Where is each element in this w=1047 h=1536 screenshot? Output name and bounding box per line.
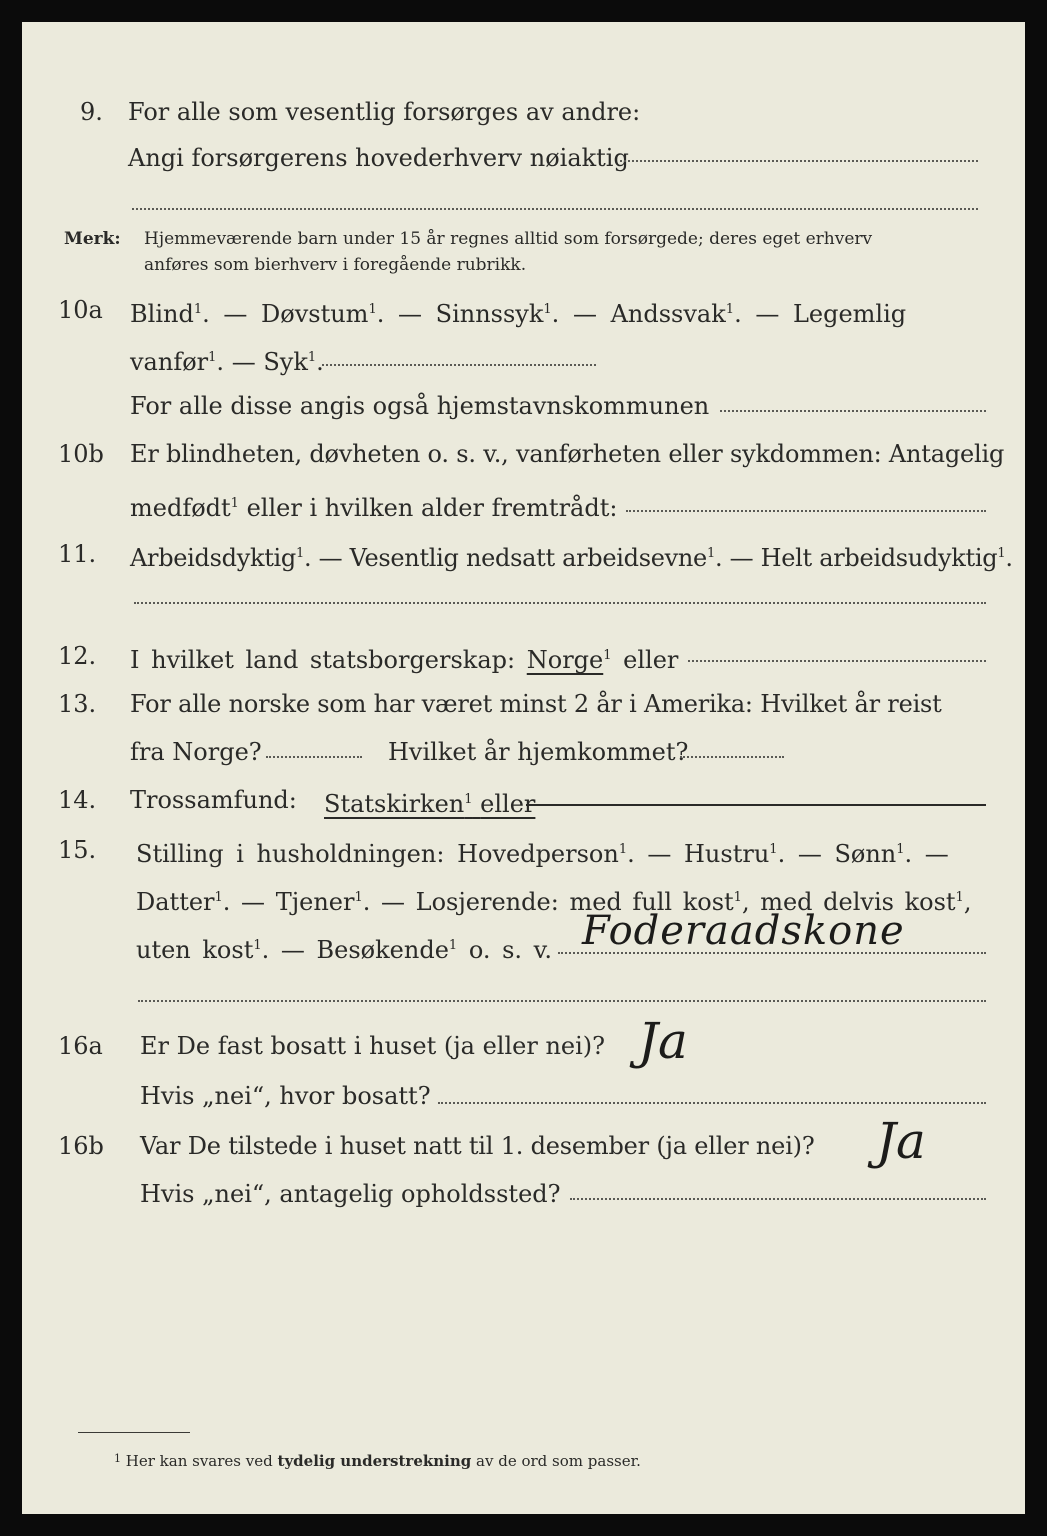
q10a-syk-dotted-line [322,364,596,366]
footnote-rule [78,1432,190,1433]
option-datter: Datter [136,888,215,916]
option-tjener: Tjener [275,888,355,916]
q15-line1: Stilling i husholdningen: Hovedperson$^1$. — Hustru$^1$. — Sønn$^1$. — [136,840,949,868]
q10a-line3: For alle disse angis også hjemstavnskommunen [130,392,710,420]
option-sonn: Sønn [834,840,897,868]
option-arbeidsdyktig: Arbeidsdyktig [130,544,296,572]
q15-number: 15. [58,836,97,864]
q16a-handwritten-answer: Ja [638,1012,688,1070]
option-syk: Syk [263,348,308,376]
q14-answer-line [526,804,986,806]
q10b-number: 10b [58,440,104,468]
option-dovstum: Døvstum [261,300,369,328]
option-uten-kost: uten kost [136,936,254,964]
q10b-line1: Er blindheten, døvheten o. s. v., vanførheten eller sykdommen: Antagelig [130,440,1005,468]
option-vanfor: vanfør [130,348,209,376]
option-udyktig: Helt arbeidsudyktig [760,544,998,572]
q14-options [324,784,535,820]
q13-hjemkommet: Hvilket år hjemkommet? [388,738,689,766]
option-blind: Blind [130,300,194,328]
q15-line2: Datter$^1$. — Tjener$^1$. — Losjerende: med full kost$^1$, med delvis kost$^1$, [136,888,972,916]
q10a-line1: Blind$^1$. — Døvstum$^1$. — Sinnssyk$^1$. — Andssvak$^1$. — Legemlig [130,300,907,328]
q10b-dotted-line [626,510,986,512]
q15-handwritten-answer: Foderaadskone [582,908,905,954]
merk-line1: Hjemmeværende barn under 15 år regnes alltid som forsørgede; deres eget erhverv [144,229,873,249]
q13-number: 13. [58,690,97,718]
q9-dotted-line-2 [132,208,978,210]
q16a-dotted-line [438,1102,986,1104]
q16b-handwritten-answer: Ja [876,1112,926,1170]
q13-hjem-dotted-line [680,756,784,758]
option-delvis-kost: med delvis kost [760,888,956,916]
q9-dotted-line [620,160,978,162]
q16b-dotted-line [570,1198,986,1200]
q14-number: 14. [58,786,97,814]
q16a-line2: Hvis „nei“, hvor bosatt? [140,1082,431,1110]
q10b-line2: medfødt$^1$ eller i hvilken alder fremtrådt: [130,494,618,522]
q10a-number: 10a [58,296,103,324]
q10a-hjemstavn-dotted-line [720,410,986,412]
q16b-line2: Hvis „nei“, antagelig opholdssted? [140,1180,561,1208]
q16a-number: 16a [58,1032,103,1060]
option-besokende: Besøkende [316,936,449,964]
option-full-kost: med full kost [569,888,734,916]
option-legemlig: Legemlig [792,300,907,328]
option-hustru: Hustru [684,840,770,868]
option-hovedperson: Hovedperson [457,840,619,868]
q16b-number: 16b [58,1132,104,1160]
q13-fra-dotted-line [266,756,362,758]
census-form-page [22,22,1025,1514]
q9-number: 9. [80,98,103,126]
q13-line1: For alle norske som har været minst 2 år i Amerika: Hvilket år reist [130,690,942,718]
q13-fra-norge: fra Norge? [130,738,262,766]
q9-line2: Angi forsørgerens hovederhverv nøiaktig [128,144,629,172]
option-norge-underlined: Norge [526,646,604,674]
option-nedsatt: Vesentlig nedsatt arbeidsevne [349,544,707,572]
option-sinnssyk: Sinnssyk [435,300,544,328]
q16a-line1: Er De fast bosatt i huset (ja eller nei)? [140,1032,606,1060]
q12-number: 12. [58,642,97,670]
option-andssvak: Andssvak [610,300,726,328]
merk-label: Merk: [64,229,121,249]
option-statskirken-underlined: Statskirken$^1$ eller [324,790,536,818]
footnote: $^1$ Her kan svares ved tydelig understrekning av de ord som passer. [114,1452,641,1470]
q11-dotted-line [134,602,986,604]
q16b-line1: Var De tilstede i huset natt til 1. desember (ja eller nei)? [140,1132,815,1160]
q15-line3: uten kost$^1$. — Besøkende$^1$ o. s. v. [136,936,553,964]
option-medfodt: medfødt [130,494,231,522]
q9-line1: For alle som vesentlig forsørges av andre: [128,98,641,126]
q11-line1: Arbeidsdyktig$^1$. — Vesentlig nedsatt arbeidsevne$^1$. — Helt arbeidsudyktig$^1$. [130,544,1013,572]
q14-label: Trossamfund: [130,786,297,814]
q12-line: I hvilket land statsborgerskap: Norge$^1$ eller [130,646,679,674]
merk-line2: anføres som bierhverv i foregående rubrikk. [144,255,527,275]
q11-number: 11. [58,540,97,568]
q10a-line2: vanfør$^1$. — Syk$^1$. [130,348,324,376]
q15-dotted-line-2 [138,1000,986,1002]
q12-dotted-line [688,660,986,662]
